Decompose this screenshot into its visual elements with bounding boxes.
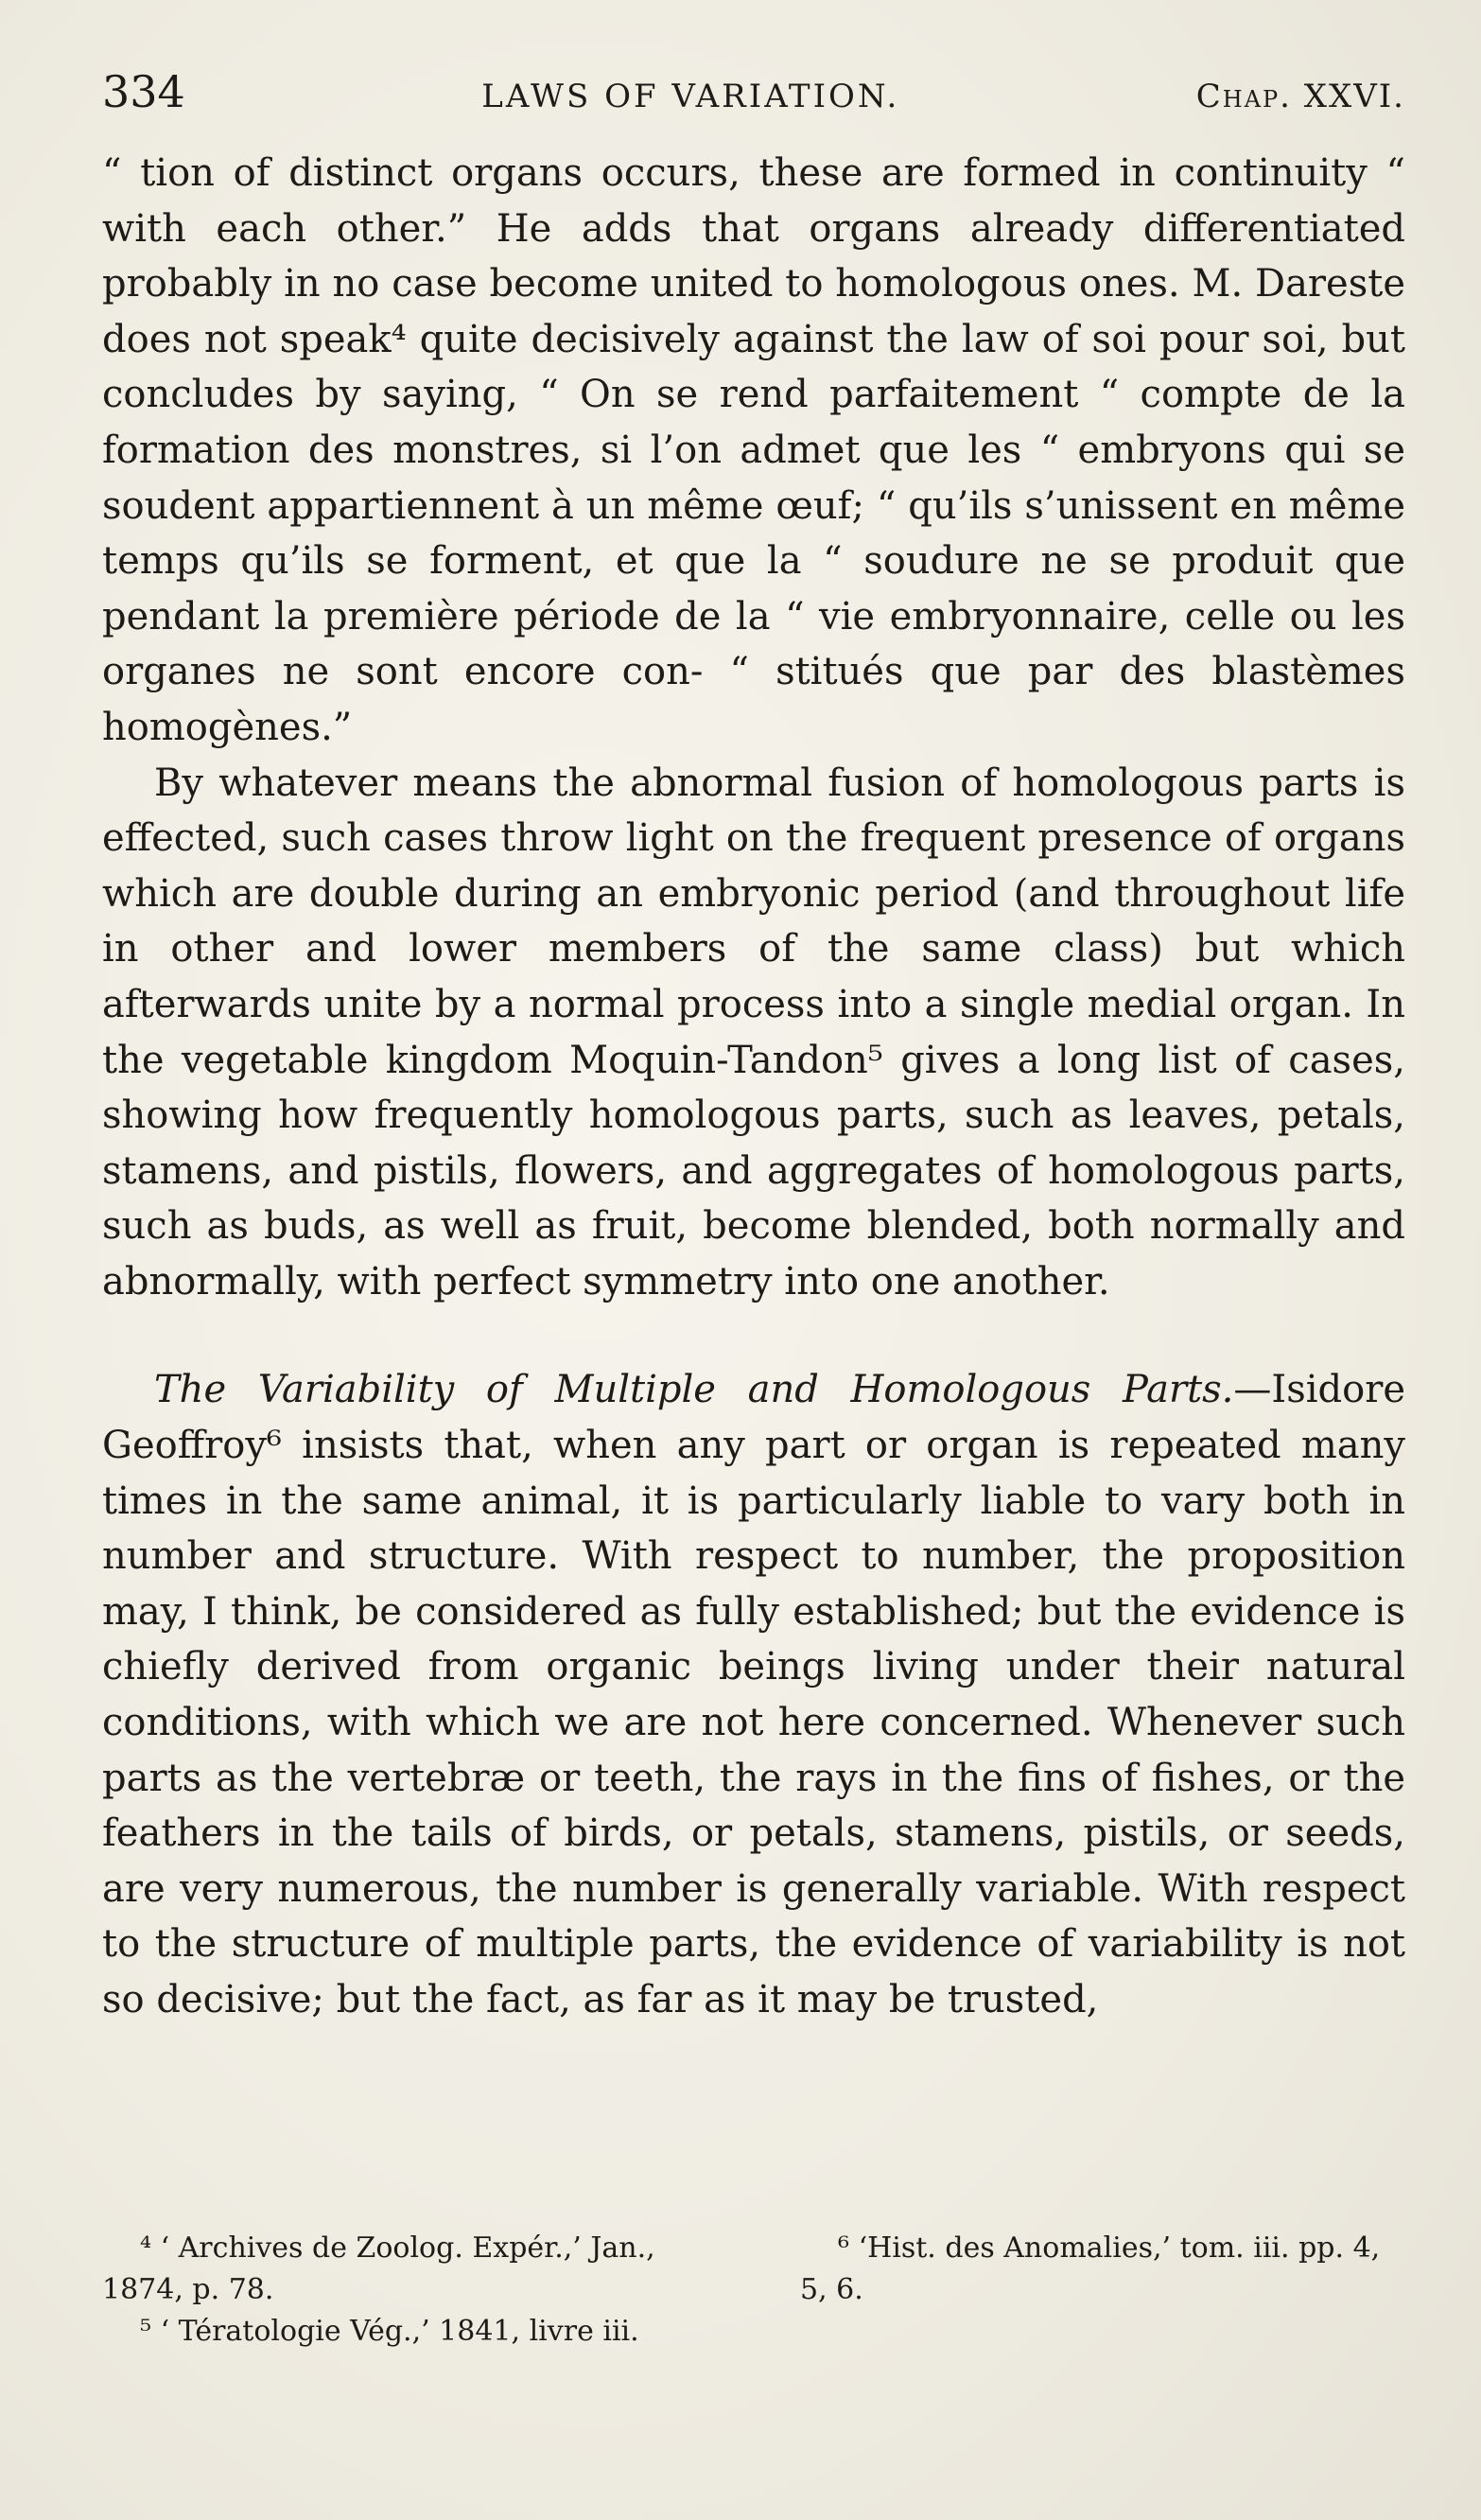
paragraph-continued: “ tion of distinct organs occurs, these are formed in continuity “ with each other.” He adds that organs already differentiated probably in no case become united to homologous ones. M. Dareste does not speak⁴ quite decisively against the law of soi pour soi, but concludes by saying, “ On se rend parfaitement “ compte de la formation des monstres, si l’on admet que les “ embryons qui se soudent appartiennent à un même œuf; “ qu’ils s’unissent en même temps qu’ils se forment, et que la “ soudure ne se produit que pendant la première période de la “ vie embryonnaire, celle ou les organes ne sont encore con- “ stitués que par des blastèmes homogènes.”	[102, 151, 1405, 749]
section-title: The Variability of Multiple and Homologous Parts.	[154, 1368, 1234, 1412]
paragraph-fusion: By whatever means the abnormal fusion of homologous parts is effected, such cases throw light on the frequent presence of organs which are double during an embryonic period (and throughout life in other and lower members of the same class) but which afterwards unite by a normal process into a single medial organ. In the vegetable kingdom Moquin-Tandon⁵ gives a long list of cases, showing how frequently homologous parts, such as leaves, petals, stamens, and pistils, flowers, and aggregates of homologous parts, such as buds, as well as fruit, become blended, both normally and abnormally, with perfect symmetry into one another.	[102, 761, 1405, 1304]
page-number: 334	[102, 66, 185, 117]
section-variability	[102, 1362, 1405, 2027]
footnote-4: ⁴ ‘ Archives de Zoolog. Expér.,’ Jan., 1874, p. 78.	[102, 2231, 655, 2306]
footnote-6: ⁶ ‘Hist. des Anomalies,’ tom. iii. pp. 4, 5, 6.	[800, 2231, 1381, 2306]
running-title: LAWS OF VARIATION.	[481, 78, 900, 115]
footnotes-right-column	[800, 2228, 1405, 2353]
section-paragraph	[102, 1362, 1405, 2027]
body-text	[102, 146, 1405, 2028]
chapter-reference: Chap. XXVI.	[1195, 78, 1405, 115]
section-text: —Isidore Geoffroy⁶ insists that, when any part or organ is repeated many times in the same animal, it is particularly liable to vary both in number and structure. With respect to number, the proposition may, I think, be considered as fully established; but the evidence is chiefly derived from organic beings living under their natural conditions, with which we are not here concerned. Whenever such parts as the vertebræ or teeth, the rays in the fins of fishes, or the feathers in the tails of birds, or petals, stamens, pistils, or seeds, are very numerous, the number is generally variable. With respect to the structure of multiple parts, the evidence of variability is not so decisive; but the fact, as far as it may be trusted,	[102, 1368, 1405, 2021]
footnotes	[102, 2228, 1405, 2353]
section-gap	[102, 1309, 1405, 1362]
page-header	[102, 66, 1405, 123]
footnote-5: ⁵ ‘ Tératologie Vég.,’ 1841, livre iii.	[140, 2315, 639, 2348]
footnotes-left-column	[102, 2228, 717, 2353]
